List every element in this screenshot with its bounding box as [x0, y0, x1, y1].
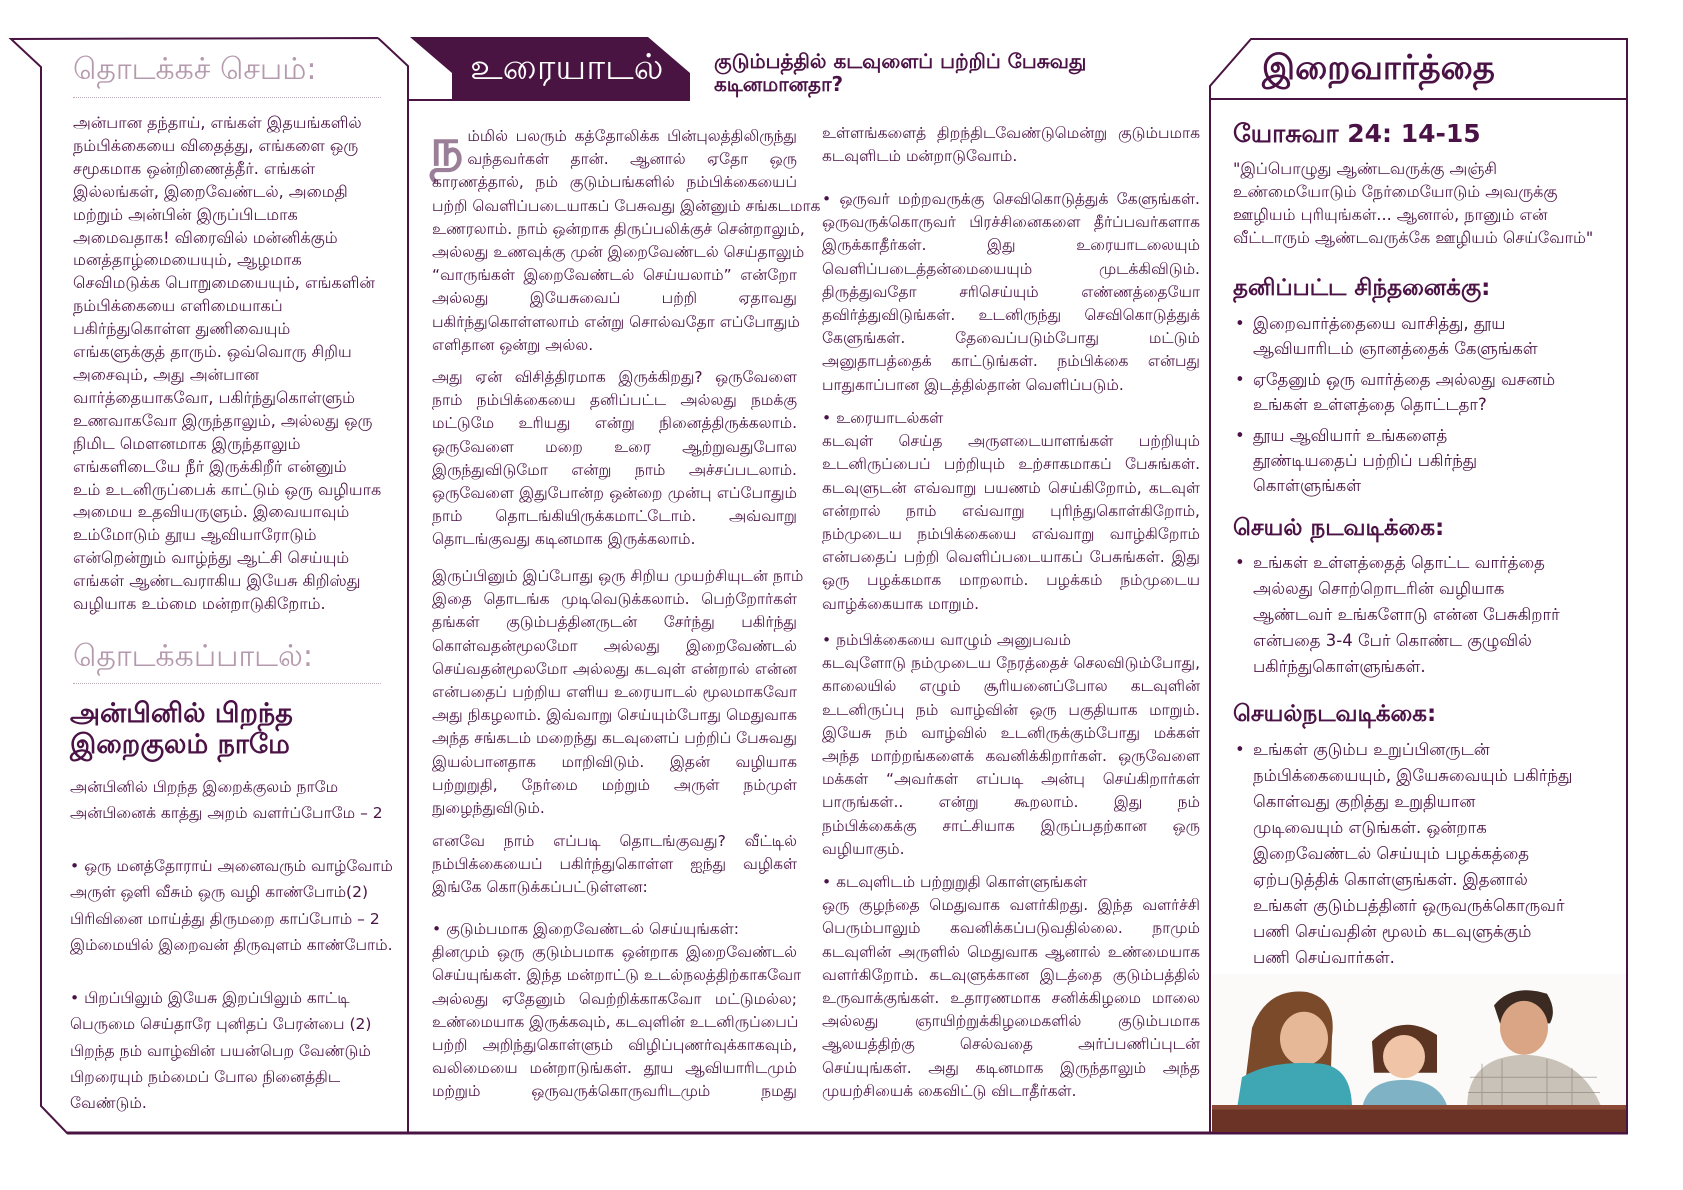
action-bullets-2: [1233, 737, 1572, 977]
text-line: செய்வதன்மூலமோ அல்லது கடவுள் என்றால் என்ன: [432, 659, 797, 678]
text-line: அன்பினில் பிறந்த: [70, 698, 293, 729]
text-line: ஆலயத்திற்கு செல்வதை அர்ப்பணிப்புடன்: [822, 1035, 1200, 1054]
text-line: உம் உடனிருப்பைக் காட்டும் ஒரு வழியாக: [73, 479, 382, 499]
text-line: பகிர்ந்துகொள்ளுங்கள்.: [1253, 657, 1426, 676]
text-line: கடவுளோடு நம்முடைய நேரத்தைச் செலவிடும்போது,: [822, 654, 1200, 673]
dialogue-tab-label: உரையாடல்: [470, 47, 664, 88]
tip-heading: • நம்பிக்கையை வாழும் அனுபவம்: [822, 631, 1071, 649]
text-line: உண்மையாக இருக்கவும், கடவுளின் உடனிருப்பைப்: [432, 1012, 799, 1031]
text-line: என்றென்றும் வாழ்ந்து ஆட்சி செய்யும்: [73, 548, 350, 568]
text-line: நாம் தொடங்கியிருக்கமாட்டோம். அவ்வாறு: [432, 507, 797, 526]
text-line: மற்றும் அன்பின் இருப்பிடமாக: [73, 204, 298, 224]
text-line: அல்லது சொற்றொடரின் வழியாக: [1253, 579, 1505, 598]
text-line: நம்பிக்கையை விதைத்து, எங்களை ஒரு: [73, 135, 359, 155]
text-line: இங்கே கொடுக்கப்பட்டுள்ளன:: [432, 878, 648, 897]
song-chorus: [70, 774, 383, 827]
text-line: மற்றும் ஒருவருக்கொருவரிடமும் நமது: [432, 1082, 797, 1101]
action-heading: செயல் நடவடிக்கை:: [1233, 515, 1445, 541]
text-line: அன்பினில் பிறந்த இறைக்குலம் நாமே: [70, 778, 339, 796]
text-line: சமூகமாக ஒன்றிணைத்தீர். எங்கள்: [73, 158, 316, 178]
dialogue-column-1: [430, 118, 821, 357]
text-line: அசைவும், அது அன்பான: [73, 364, 259, 384]
text-line: அந்த சங்கடம் மறைந்து கடவுளைப் பற்றிப் பேசுவது: [432, 729, 798, 748]
text-line: நம்பிக்கைக்கு சாட்சியாக இருப்பதற்கான ஒரு: [822, 816, 1200, 835]
scripture-quote: [1233, 157, 1593, 249]
text-line: உம்மோடும் தூய ஆவியாரோடும்: [73, 525, 317, 545]
text-line: நம்பிக்கையை எளிமையாகப்: [73, 296, 283, 316]
tip-heading: • குடும்பமாக இறைவேண்டல் செய்யுங்கள்:: [432, 920, 739, 938]
divider: [73, 97, 381, 98]
text-line: உள்ளங்களைத் திறந்திடவேண்டுமென்று குடும்பமாக: [822, 124, 1200, 142]
action-bullets: [1233, 550, 1560, 686]
text-line: வேண்டும்.: [70, 1094, 147, 1113]
song-verse-2: [70, 985, 371, 1116]
text-line: • தூய ஆவியார் உங்களைத்: [1253, 426, 1448, 445]
paragraph: [822, 430, 1200, 616]
text-line: உண்மையோடும் நேர்மையோடும் அவருக்கு: [1233, 182, 1558, 201]
text-line: பற்றி அறிந்துகொள்ளும் விழிப்புணர்வுக்காகவும்,: [432, 1036, 797, 1055]
text-line: ஒருவேளை மறை உரை ஆற்றுவதுபோல: [432, 437, 797, 456]
text-line: பிரிவினை மாய்த்து திருமறை காப்போம் – 2: [70, 909, 380, 928]
text-line: பிறரையும் நம்மைப் போல நினைத்திட: [70, 1067, 341, 1086]
divider: [73, 683, 381, 684]
paragraph: [432, 565, 804, 820]
text-line: நம்பிக்கையையும், இயேசுவையும் பகிர்ந்து: [1253, 766, 1573, 785]
song-verse-1: [70, 853, 393, 958]
text-line: முயற்சியைக் கைவிட்டு விடாதீர்கள்.: [822, 1081, 1077, 1100]
text-line: • ஒரு மனத்தோராய் அனைவரும் வாழ்வோம்: [70, 857, 393, 875]
text-line: அமைவதாக! விரைவில் மன்னிக்கும்: [73, 227, 338, 247]
tip-pray-together: [432, 918, 802, 1104]
text-line: • ஒருவர் மற்றவருக்கு செவிகொடுத்துக் கேளுங்கள்.: [822, 190, 1200, 208]
text-line: கேளுங்கள். தேவைப்படும்போது மட்டும்: [822, 329, 1200, 348]
tip-listen: [822, 188, 1200, 397]
text-line: குடும்பத்தில் கடவுளைப் பற்றிப் பேசுவது: [714, 49, 1087, 73]
text-line: நம்முடைய நம்பிக்கையை எவ்வாறு வாழ்கிறோம்: [822, 525, 1200, 544]
text-line: வந்தவர்கள் தான். ஆனால் ஏதோ ஒரு: [467, 150, 797, 169]
text-line: ஆண்டவர் உங்களோடு என்ன பேசுகிறார்: [1253, 605, 1560, 624]
text-line: பகிர்ந்துகொள்ள துணிவையும்: [73, 319, 291, 339]
opening-song-heading: தொடக்கப்பாடல்:: [73, 639, 314, 674]
text-line: முடிவையும் எடுங்கள். ஒன்றாக: [1253, 818, 1487, 837]
action-heading-2: செயல்நடவடிக்கை:: [1233, 701, 1437, 727]
paragraph: [822, 652, 1200, 861]
tip-conversations: [822, 407, 1200, 616]
text-line: பாதுகாப்பான இடத்தில்தான் வெளிப்படும்.: [822, 375, 1124, 394]
text-line: நம்பிக்கையைப் பகிர்ந்துகொள்ள ஐந்து வழிகள்: [432, 855, 797, 874]
tip-live-faith: [822, 629, 1200, 861]
text-line: உங்கள் உள்ளத்தை தொட்டதா?: [1253, 395, 1487, 414]
text-line: அன்பினைக் காத்து அறம் வளர்ப்போமே – 2: [70, 804, 383, 823]
opening-prayer-heading: தொடக்கச் செபம்:: [73, 52, 317, 87]
text-line: அது நிகழலாம். இவ்வாறு செய்யும்போது மெதுவாக: [432, 706, 797, 725]
text-line: உடனிருப்பைப் பற்றியும் உற்சாகமாகப் பேசுங்கள்.: [822, 455, 1200, 474]
text-line: தவிர்த்துவிடுங்கள். உடனிருந்து செவிகொடுத்துக்: [822, 306, 1200, 325]
text-line: என்பதை 3-4 பேர் கொண்ட குழுவில்: [1253, 631, 1532, 650]
text-line: இறைகுலம் நாமே: [70, 729, 290, 760]
text-line: ஒருவேளை இதுபோன்ற ஒன்றை முன்பு எப்போதும்: [432, 484, 797, 503]
text-line: பெருமை செய்தாரே புனிதப் பேரன்பை (2): [70, 1015, 372, 1034]
bullet-item: [1233, 311, 1555, 361]
text-line: இயல்பானதாக மாறிவிடும். இதன் வழியாக: [432, 752, 797, 771]
word-of-god-heading: இறைவார்த்தை: [1262, 48, 1495, 88]
text-line: மக்கள் “அவர்கள் எப்படி அன்பு செய்கிறார்கள்: [822, 770, 1200, 789]
bullet-item: [1233, 367, 1555, 417]
text-line: மட்டுமே உரியது என்று நினைத்திருக்கலாம்.: [432, 414, 797, 433]
text-line: ஊழியம் புரியுங்கள்... ஆனால், நானும் என்: [1233, 205, 1548, 224]
text-line: உணரலாம். நாம் ஒன்றாக திருப்பலிக்குச் சென்றாலும்,: [432, 219, 805, 238]
text-line: இதை தொடங்க முடிவெடுக்கலாம். பெற்றோர்கள்: [432, 590, 797, 609]
text-line: ஏற்படுத்திக் கொள்ளுங்கள். இதனால்: [1253, 870, 1528, 889]
bullet-item: [1233, 737, 1572, 971]
text-line: • ஏதேனும் ஒரு வார்த்தை அல்லது வசனம்: [1253, 370, 1556, 389]
text-line: பகிர்ந்துகொள்ளலாம் என்று சொல்வதோ எப்போதும்: [432, 312, 800, 331]
reflection-bullets: [1233, 311, 1555, 504]
text-line: வார்த்தையாகவோ, பகிர்ந்துகொள்ளும்: [73, 387, 356, 407]
text-line: காரணத்தால், நம் குடும்பங்களில் நம்பிக்கையைப்: [432, 173, 797, 192]
text-line: இயேசு நம் வாழ்வில் உடனிருக்கும்போது மக்கள்: [822, 723, 1200, 742]
text-line: உணவாகவோ இருந்தாலும், அல்லது ஒரு: [73, 410, 373, 430]
text-line: நுழைந்துவிடும்.: [432, 799, 545, 818]
text-line: கடவுளிடம் மன்றாடுவோம்.: [822, 147, 1018, 166]
tip-heading: • கடவுளிடம் பற்றுறுதி கொள்ளுங்கள்: [822, 873, 1088, 891]
text-line: தொடங்குவது கடினமாக இருக்கலாம்.: [432, 530, 696, 549]
text-line: செவிமடுக்க பொறுமையையும், எங்களின்: [73, 273, 375, 293]
text-line: உங்கள் குடும்பத்தினர் ஒருவருக்கொருவர்: [1253, 896, 1565, 915]
paragraph: [430, 118, 821, 357]
dialogue-subtitle: [714, 50, 1086, 96]
text-line: வளர்கிறோம். கடவுளுக்கான இடத்தை குடும்பத்தில்: [822, 965, 1200, 984]
text-line: பற்றுறுதி, நேர்மை மற்றும் அருள் நம்முள்: [432, 775, 797, 794]
text-line: கடினமானதா?: [714, 72, 844, 96]
text-line: வீட்டாரும் ஆண்டவருக்கே ஊழியம் செய்வோம்": [1233, 228, 1594, 247]
family-photo: [1212, 974, 1626, 1132]
text-line: • பிறப்பிலும் இயேசு இறப்பிலும் காட்டி: [70, 989, 350, 1007]
text-line: செய்யுங்கள். இந்த மன்றாட்டு உடல்நலத்திற்காகவோ: [432, 966, 802, 985]
text-line: வலிமையை மன்றாடுங்கள். தூய ஆவியாரிடமும்: [432, 1059, 797, 1078]
mother-face: [1280, 1012, 1328, 1066]
drop-cap: ந: [430, 118, 464, 178]
text-line: எங்களிடையே நீர் இருக்கிறீர் என்னும்: [73, 456, 347, 476]
text-line: என்பதைப் பற்றிய எளிய உரையாடல் மூலமாகவோ: [432, 683, 797, 702]
text-line: வாழ்க்கையாக மாறும்.: [822, 594, 980, 613]
text-line: காலையில் எழும் சூரியனைப்போல கடவுளின்: [822, 677, 1200, 696]
paragraph: [432, 830, 797, 900]
paragraph: [822, 894, 1200, 1103]
text-line: அது ஏன் விசித்திரமாக இருக்கிறது? ஒருவேளை: [432, 368, 797, 386]
text-line: அமைய உதவியருளும். இவையாவும்: [73, 502, 350, 522]
text-line: மனத்தாழ்மையையும், ஆழமாக: [73, 250, 302, 270]
text-line: அல்லது ஞாயிற்றுக்கிழமைகளில் குடும்பமாக: [822, 1012, 1200, 1031]
text-line: திருத்துவதோ சரிசெய்யும் எண்ணத்தையோ: [822, 282, 1200, 301]
text-line: "இப்பொழுது ஆண்டவருக்கு அஞ்சி: [1233, 159, 1498, 178]
text-line: இருப்பினும் இப்போது ஒரு சிறிய முயற்சியுடன் நாம்: [432, 567, 804, 585]
text-line: செய்யுங்கள். அது கடினமாக இருந்தாலும் அந்த: [822, 1058, 1200, 1077]
text-line: எளிதான ஒன்று அல்ல.: [432, 335, 594, 354]
text-line: • உங்கள் குடும்ப உறுப்பினருடன்: [1253, 740, 1490, 759]
text-line: என்றால் நாம் எவ்வாறு புரிந்துகொள்கிறோம்,: [822, 501, 1200, 520]
text-line: நிமிட மௌனமாக இருந்தாலும்: [73, 433, 301, 453]
text-line: கடவுள் செய்த அருளடையாளங்கள் பற்றியும்: [822, 432, 1200, 451]
tip-trust-god: [822, 871, 1200, 1103]
text-line: பணி செய்வதின் மூலம் கடவுளுக்கும்: [1253, 922, 1532, 941]
text-line: எனவே நாம் எப்படி தொடங்குவது? வீட்டில்: [432, 832, 797, 850]
opening-prayer-text: [73, 112, 383, 616]
text-line: இருந்துவிடுமோ என்று நாம் அச்சப்படலாம்.: [432, 460, 797, 479]
girl-face: [1383, 1035, 1425, 1078]
text-line: “வாருங்கள் இறைவேண்டல் செய்யலாம்” என்றோ: [432, 266, 797, 285]
text-line: அல்லது இயேசுவைப் பற்றி ஏதாவது: [432, 289, 797, 308]
text-line: பற்றி வெளிப்படையாகப் பேசுவது இன்னும் சங்கடமாக: [432, 196, 821, 215]
text-line: இல்லங்கள், இறைவேண்டல், அமைதி: [73, 181, 348, 201]
text-line: அருள் ஒளி வீசும் ஒரு வழி காண்போம்(2): [70, 883, 368, 902]
text-line: தங்கள் குடும்பத்தினருடன் சேர்ந்து பகிர்ந்து: [432, 613, 797, 632]
text-line: கொள்வதன்மூலமோ அல்லது இறைவேண்டல்: [432, 636, 797, 655]
text-line: அல்லது ஏதேனும் வெற்றிக்காகவோ மட்டுமல்ல;: [432, 989, 797, 1008]
bullet-item: [1233, 423, 1555, 498]
text-line: எங்களுக்குத் தாரும். ஒவ்வொரு சிறிய: [73, 342, 352, 362]
text-line: இருக்காதீர்கள். இது உரையாடலையும்: [822, 236, 1200, 255]
father-face: [1500, 1001, 1548, 1055]
text-line: கொள்ளுங்கள்: [1253, 476, 1362, 495]
text-line: பாருங்கள்.. என்று கூறலாம். இது நம்: [822, 793, 1200, 812]
scripture-reference: யோசுவா 24: 14-15: [1233, 119, 1481, 148]
paragraph: [432, 941, 802, 1103]
paragraph: [822, 122, 1200, 168]
text-line: அல்லது உணவுக்கு முன் இறைவேண்டல் செய்தாலும்: [432, 243, 805, 262]
reflection-heading: தனிப்பட்ட சிந்தனைக்கு:: [1233, 275, 1491, 301]
text-line: வழியாக உம்மை மன்றாடுகிறோம்.: [73, 594, 326, 614]
text-line: அனுதாபத்தைக் காட்டுங்கள். நம்பிக்கை என்பது: [822, 352, 1200, 371]
text-line: தினமும் ஒரு குடும்பமாக ஒன்றாக இறைவேண்டல்: [432, 943, 797, 962]
paragraph: [432, 366, 797, 552]
text-line: ஒரு குழந்தை மெதுவாக வளர்கிறது. இந்த வளர்ச்சி: [822, 896, 1200, 915]
text-line: எங்கள் ஆண்டவராகிய இயேசு கிறிஸ்து: [73, 571, 361, 591]
text-line: பிறந்த நம் வாழ்வின் பயன்பெற வேண்டும்: [70, 1041, 371, 1060]
text-line: இம்மையில் இறைவன் திருவுளம் காண்போம்.: [70, 935, 393, 954]
text-line: ம்மில் பலரும் கத்தோலிக்க பின்புலத்திலிருந்து: [467, 127, 797, 145]
text-line: • இறைவார்த்தையை வாசித்து, தூய: [1253, 314, 1506, 333]
text-line: உருவாக்குங்கள். உதாரணமாக சனிக்கிழமை மாலை: [822, 989, 1200, 1008]
text-line: உடனிருப்பு நம் வாழ்வின் ஒரு பகுதியாக மாறும்.: [822, 700, 1200, 719]
text-line: வெளிப்படைத்தன்மையையும் முடக்கிவிடும்.: [822, 259, 1200, 278]
text-line: பெரும்பாலும் கவனிக்கப்படுவதில்லை. நாமும்: [822, 919, 1200, 938]
song-title: [70, 698, 293, 760]
text-line: தூண்டியதைப் பற்றிப் பகிர்ந்து: [1253, 451, 1478, 470]
text-line: பணி செய்வார்கள்.: [1253, 948, 1395, 967]
text-line: வழியாகும்.: [822, 839, 905, 858]
text-line: • உங்கள் உள்ளத்தைத் தொட்ட வார்த்தை: [1253, 553, 1545, 572]
text-line: அந்த மாற்றங்களைக் கவனிக்கிறார்கள். ஒருவேளை: [822, 747, 1200, 766]
text-line: நாம் நம்பிக்கையை தனிப்பட்ட அல்லது நமக்கு: [432, 391, 797, 410]
text-line: அன்பான தந்தாய், எங்கள் இதயங்களில்: [73, 113, 362, 132]
text-line: ஆவியாரிடம் ஞானத்தைக் கேளுங்கள்: [1253, 339, 1538, 358]
text-line: ஒரு பழக்கமாக மாறலாம். பழக்கம் நம்முடைய: [822, 571, 1200, 590]
text-line: கடவுளுடன் எவ்வாறு பயணம் செய்கிறோம், கடவுள்: [822, 478, 1200, 497]
text-line: கடவுளின் அருளில் மெதுவாக ஆனால் உண்மையாக: [822, 942, 1200, 961]
tip-heading: • உரையாடல்கள்: [822, 409, 944, 427]
text-line: கொள்வது குறித்து உறுதியான: [1253, 792, 1476, 811]
text-line: ஒருவருக்கொருவர் பிரச்சினைகளை தீர்ப்பவர்களாக: [822, 213, 1200, 232]
text-line: என்பதைப் பற்றி வெளிப்படையாகப் பேசுங்கள். இது: [822, 548, 1200, 567]
text-line: இறைவேண்டல் செய்யும் பழக்கத்தை: [1253, 844, 1530, 863]
bullet-item: [1233, 550, 1560, 680]
